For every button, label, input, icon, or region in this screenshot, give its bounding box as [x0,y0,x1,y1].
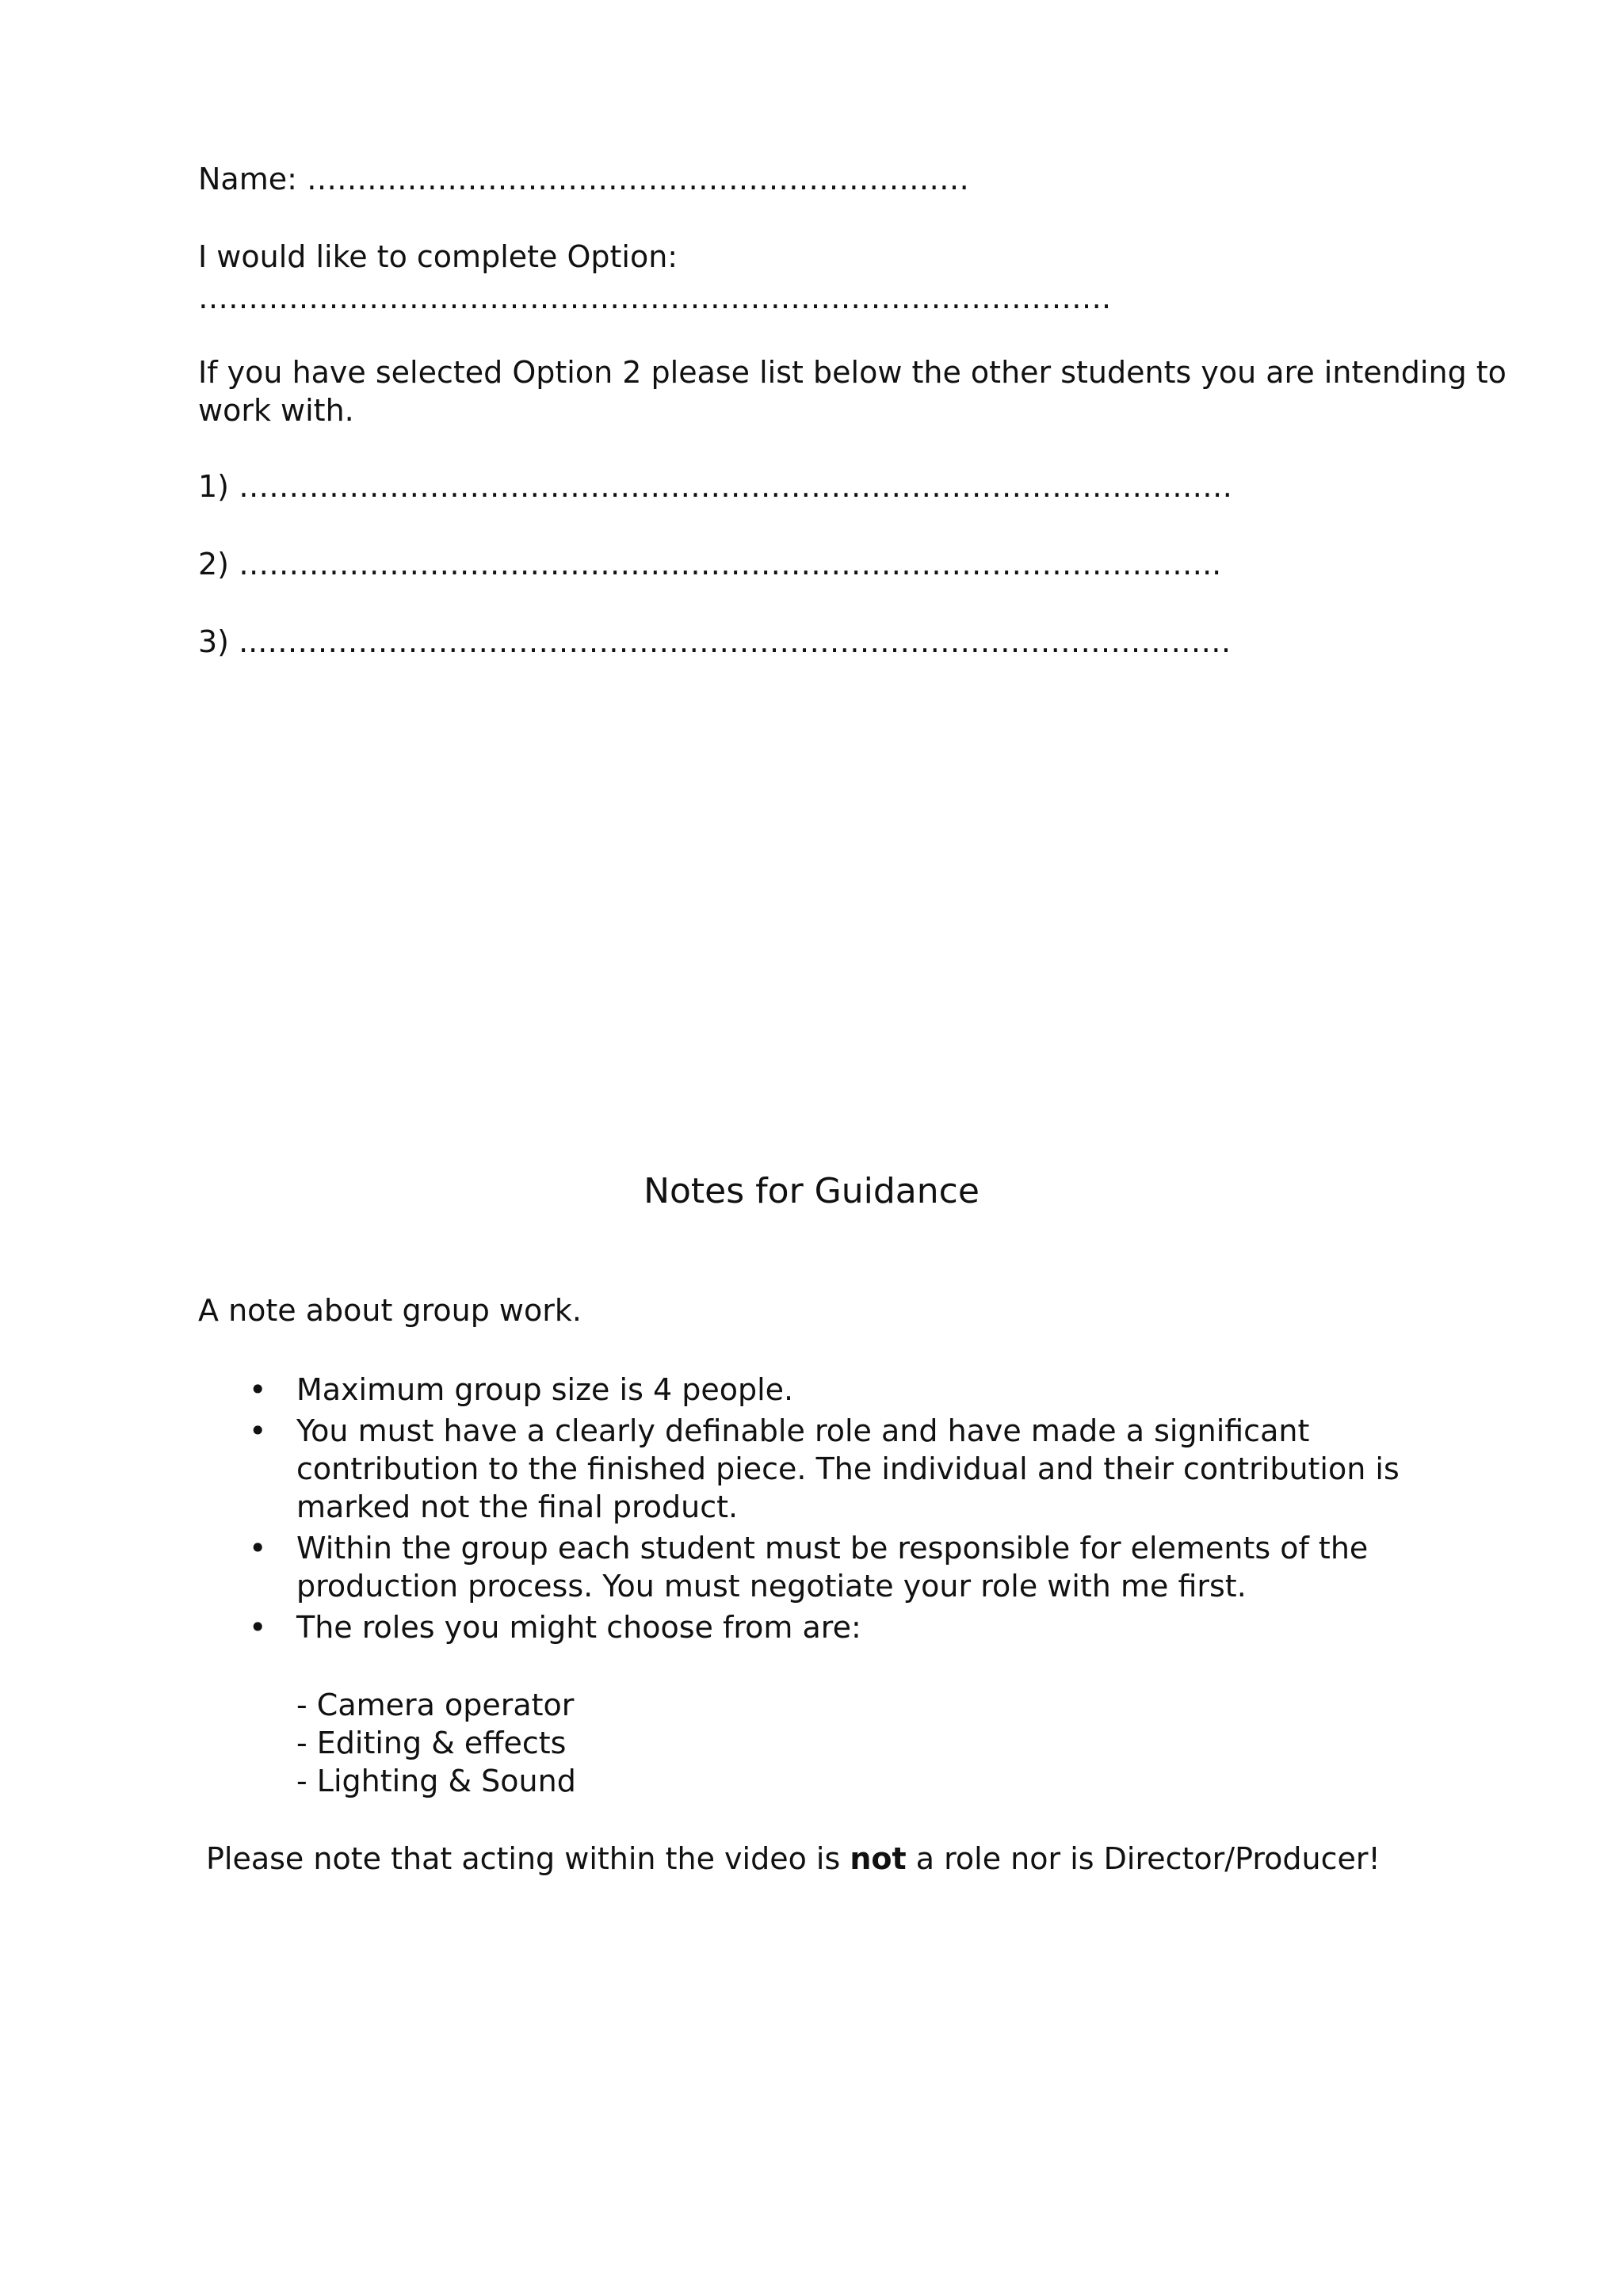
guidance-note [206,1840,1381,1878]
option2-instruction-line1: If you have selected Option 2 please list below the other students you are intending to [198,355,1507,390]
note-text-bold: not [850,1841,907,1876]
option2-instruction-line2: work with. [198,393,354,428]
student-field-3[interactable]: 3) ...…………………………………………………………………………………… [198,624,1232,659]
name-field[interactable]: Name: ………………………………………………………… [198,162,969,196]
guidance-bullet: • The roles you might choose from are: [198,1608,1434,1646]
role-item: - Editing & effects [296,1726,567,1760]
guidance-intro: A note about group work. [198,1293,582,1328]
option-field[interactable]: ………………………………………………………………………………. [198,280,1112,315]
student-field-2[interactable]: 2) …………………………………………………………………………………….. [198,547,1222,582]
guidance-bullet-list [198,1371,1434,1650]
guidance-bullet: • You must have a clearly definable role and have made a significant contribution to the finished piece. The individual and their contribution is marked not the final product. [198,1412,1434,1526]
option-label: I would like to complete Option: [198,239,678,274]
note-text-after: a role nor is Director/Producer! [906,1841,1381,1876]
role-item: - Lighting & Sound [296,1764,576,1798]
guidance-bullet: • Within the group each student must be responsible for elements of the production process. You must negotiate your role with me first. [198,1529,1434,1605]
role-item: - Camera operator [296,1688,575,1722]
guidance-title: Notes for Guidance [643,1171,980,1211]
note-text-before: Please note that acting within the video is [206,1841,850,1876]
student-field-1[interactable]: 1) ……………………………………………………………………………………… [198,469,1233,504]
guidance-bullet: • Maximum group size is 4 people. [198,1371,1434,1409]
roles-list [296,1686,576,1800]
